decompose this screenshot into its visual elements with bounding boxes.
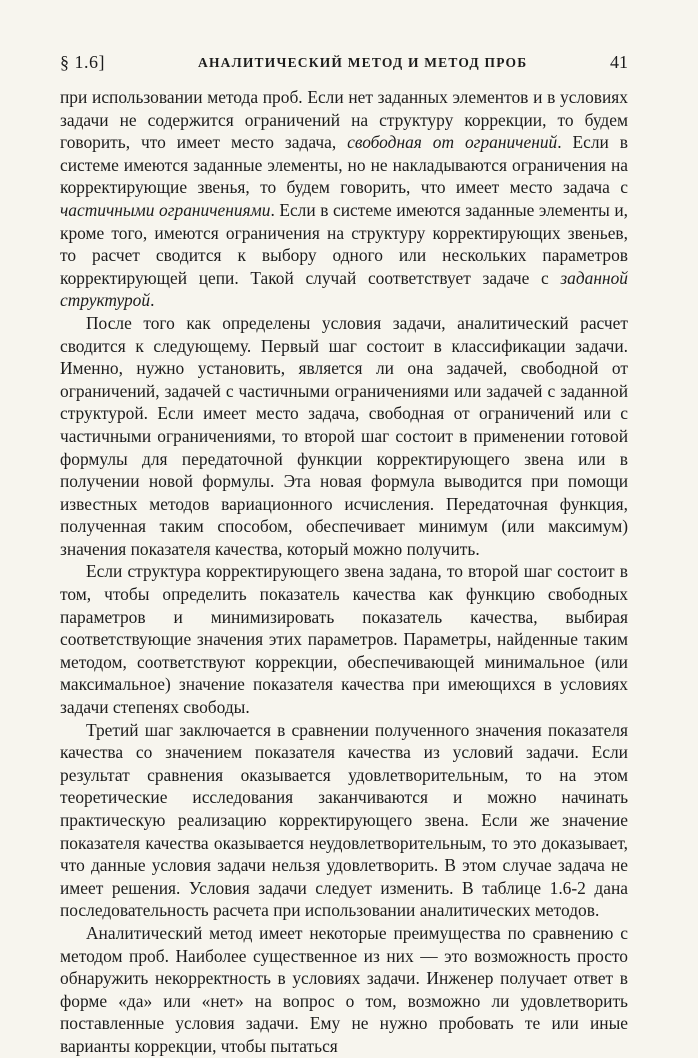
paragraph: Аналитический метод имеет некоторые преимущества по сравнению с методом проб. Наиболее существенное из них — это возможность просто обнаружить некорректность в условиях задачи. Инженер получает ответ в форме «да» или «нет» на вопрос о том, возможно ли удовлетворить поставленные условия задачи. Ему не нужно пробовать те или иные варианты коррекции, чтобы пытаться (60, 922, 628, 1056)
term-partial-constraints: частичными ограничениями (60, 199, 271, 220)
running-head (60, 52, 628, 86)
term-given-structure: заданной структурой (60, 267, 628, 311)
paragraph: Третий шаг заключается в сравнении полученного значения показателя качества со значением показателя качества из условий задачи. Если результат сравнения оказывается удовлетворительным, то на этом теоретические исследования заканчиваются и можно начинать практическую реализацию корректирующего звена. Если же значение показателя качества оказывается неудовлетворительным, то это доказывает, что данные условия задачи нельзя удовлетворить. В этом случае задача не имеет решения. Условия задачи следует изменить. В таблице 1.6-2 дана последовательность расчета при использовании аналитических методов. (60, 719, 628, 921)
page-number: 41 (610, 52, 628, 72)
paragraph: После того как определены условия задачи, аналитический расчет сводится к следующему. Первый шаг состоит в классификации задачи. Именно, нужно установить, является ли она задачей, свободной от ограничений, задачей с частичными ограничениями или задачей с заданной структурой. Если имеет место задача, свободная от ограничений или с частичными ограничениями, то второй шаг состоит в применении готовой формулы для передаточной функции корректирующего звена или в получении новой формулы. Эта новая формула выводится при помощи известных методов вариационного исчисления. Передаточная функция, полученная таким способом, обеспечивает минимум (или максимум) значения показателя качества, который можно получить. (60, 312, 628, 559)
body-text (60, 86, 628, 1058)
section-reference: § 1.6] (60, 52, 105, 72)
term-unconstrained: свободная от ограничений (347, 132, 558, 153)
paragraph: при использовании метода проб. Если нет заданных элементов и в условиях задачи не содержится ограничений на структуру коррекции, то будем говорить, что имеет место задача, свободная от ограничений. Если в системе имеются заданные элементы, но не накладываются ограничения на корректирующие звенья, то будем говорить, что имеет место задача с частичными ограничениями. Если в системе имеются заданные элементы и, кроме того, имеются ограничения на структуру корректирующих звеньев, то расчет сводится к выбору одного или нескольких параметров корректирующей цепи. Такой случай соответствует задаче с заданной структурой. (60, 87, 629, 311)
running-title: АНАЛИТИЧЕСКИЙ МЕТОД И МЕТОД ПРОБ (198, 55, 528, 70)
paragraph: Если структура корректирующего звена задана, то второй шаг состоит в том, чтобы определить показатель качества как функцию свободных параметров и минимизировать показатель качества, выбирая соответствующие значения этих параметров. Параметры, найденные таким методом, соответствуют коррекции, обеспечивающей минимальное (или максимальное) значение показателя качества при имеющихся в условиях задачи степенях свободы. (60, 561, 628, 718)
